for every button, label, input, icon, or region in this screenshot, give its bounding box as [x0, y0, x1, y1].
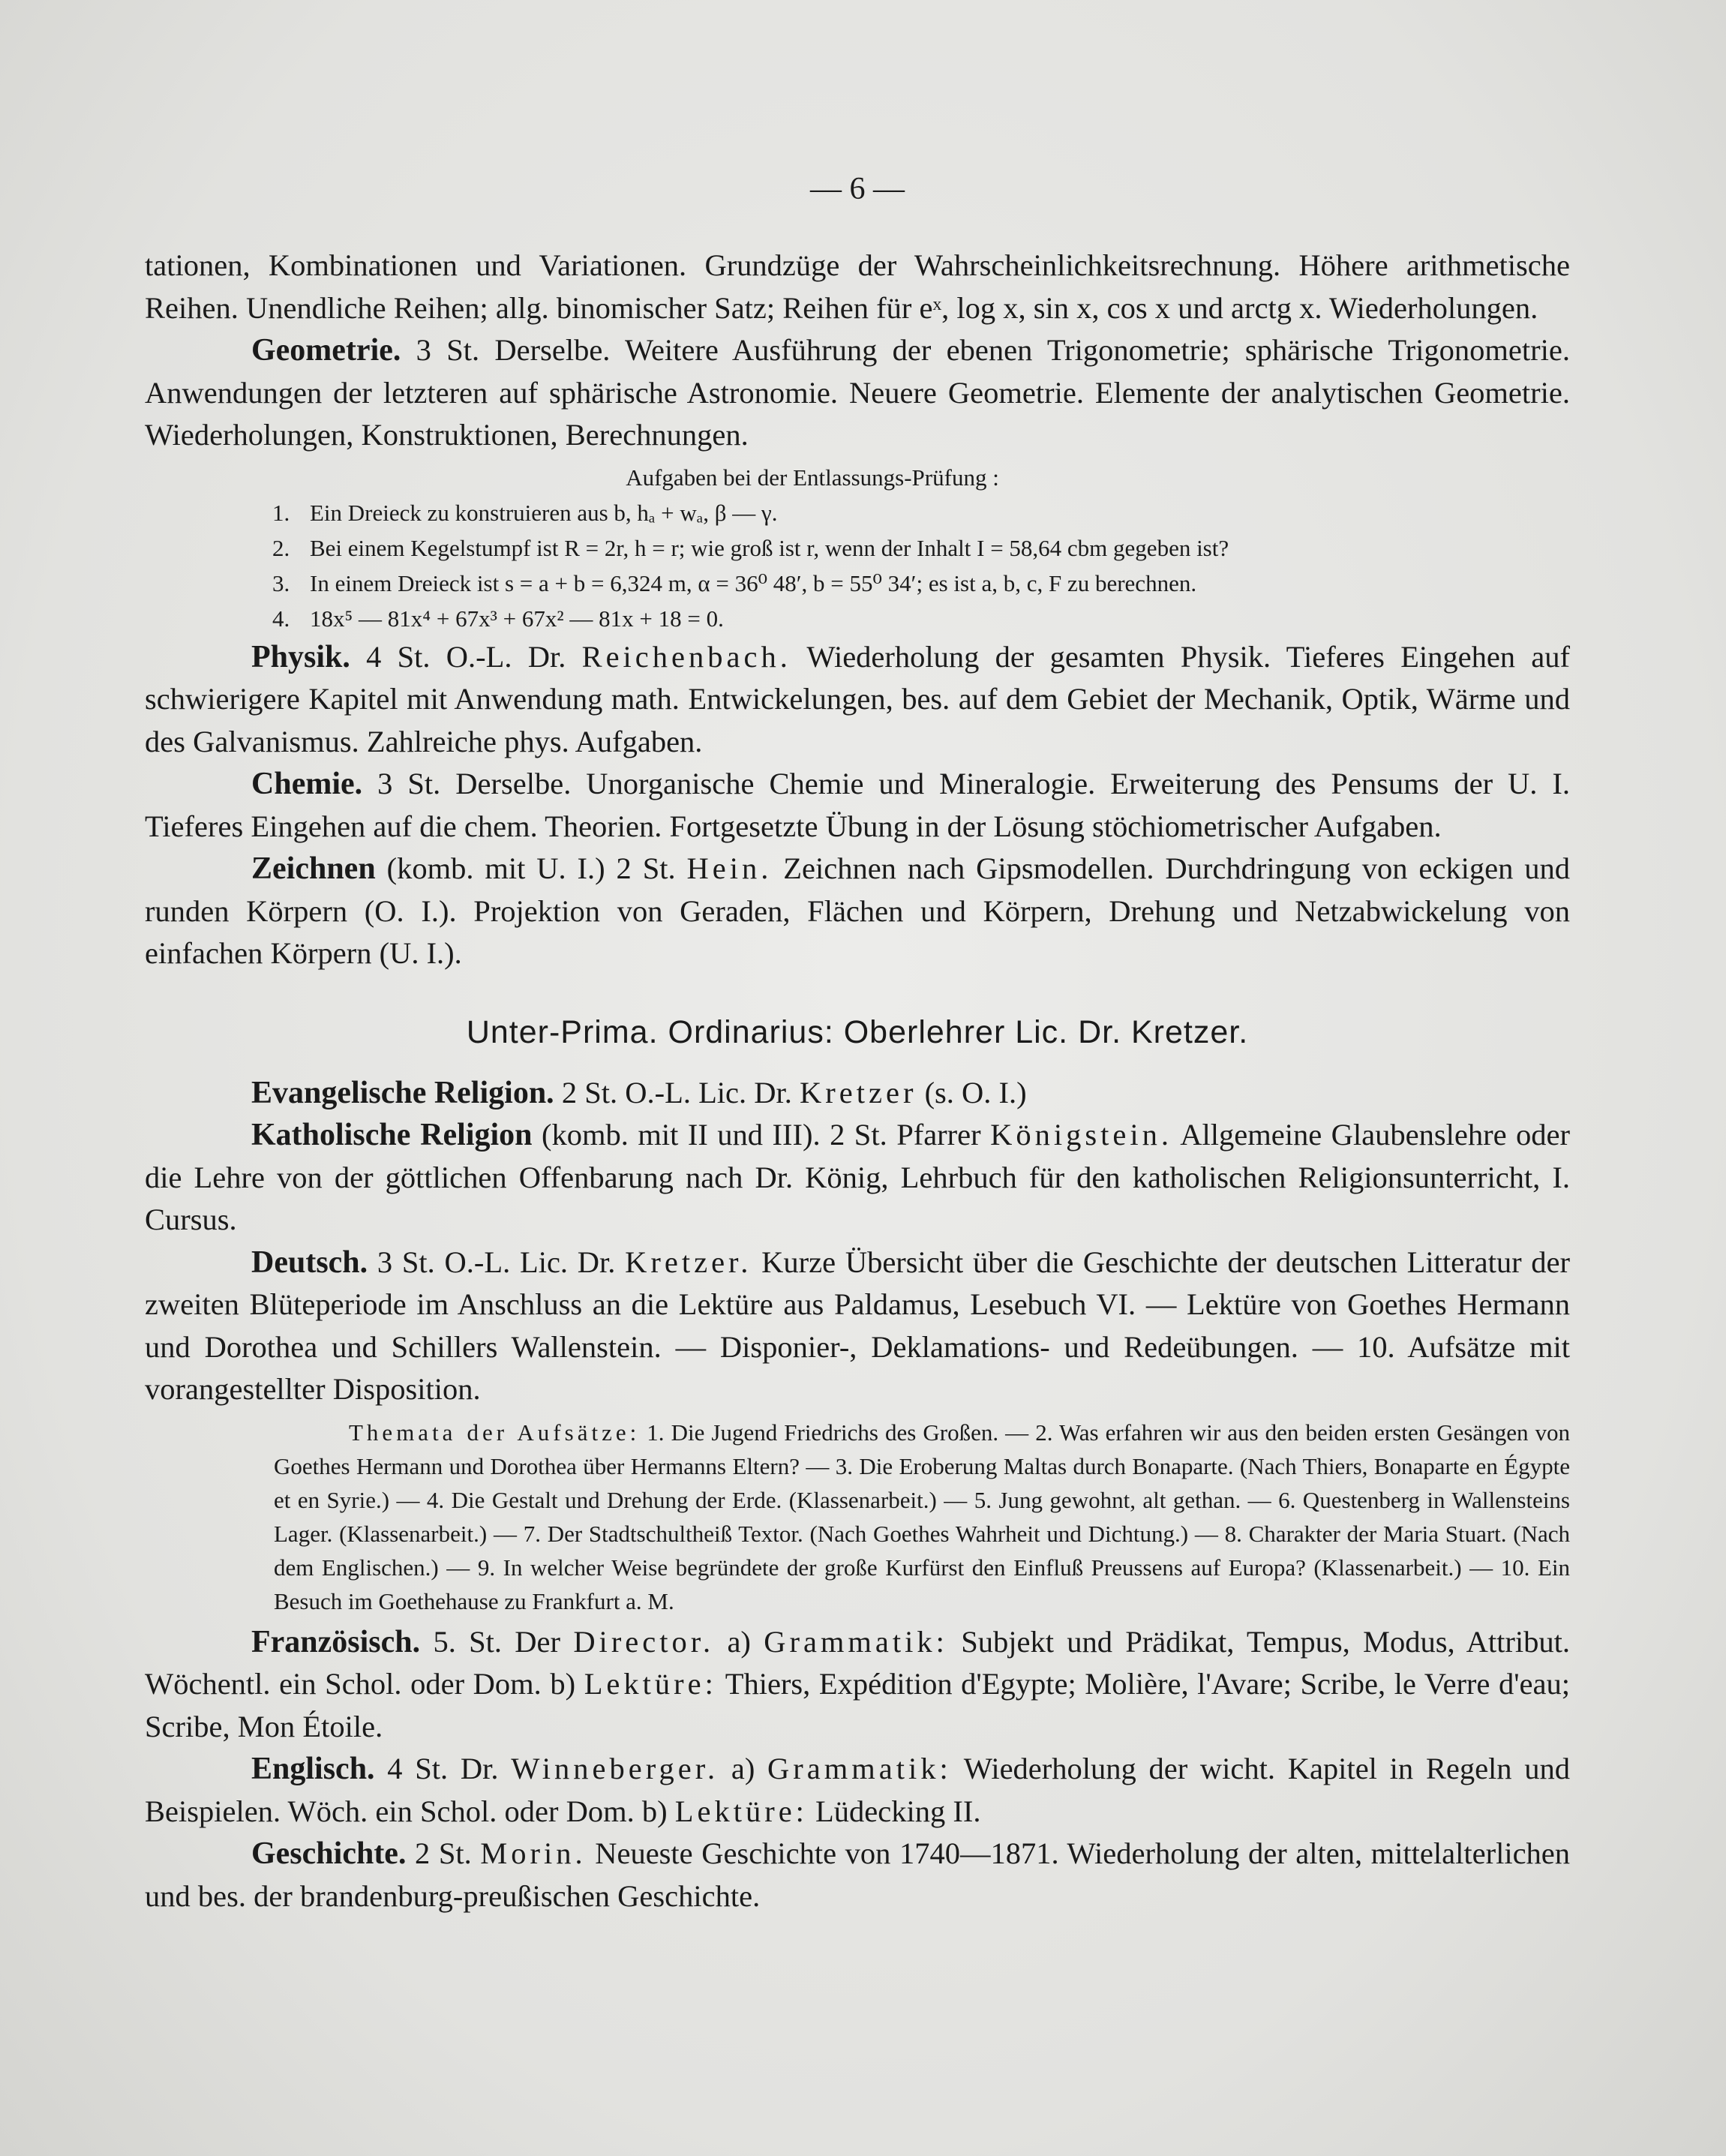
- aufgaben-block: [145, 460, 1570, 636]
- zeichnen-hours: (komb. mit U. I.) 2 St.: [386, 851, 676, 885]
- paragraph-deutsch: [145, 1242, 1570, 1411]
- text-kath-religion: Allgemeine Glaubenslehre oder die Lehre von der göttlichen Offenbarung nach Dr. König, Lehrbuch für den katholischen Religionsunterricht, I. Cursus.: [145, 1118, 1570, 1236]
- paragraph-physik: [145, 636, 1570, 764]
- themata-label: Themata der Aufsätze:: [349, 1419, 641, 1446]
- text-geschichte: Neueste Geschichte von 1740—1871. Wiederholung der alten, mittelalterlichen und bes. der brandenburg-preußischen Geschichte.: [145, 1836, 1571, 1913]
- aufgabe-item: [145, 601, 1570, 636]
- subject-kath-religion: Katholische Religion: [251, 1118, 533, 1152]
- aufgabe-text: Ein Dreieck zu konstruieren aus b, hₐ + wₐ, β — γ.: [310, 499, 778, 526]
- aufgabe-text: In einem Dreieck ist s = a + b = 6,324 m, α = 36⁰ 48′, b = 55⁰ 34′; es ist a, b, c, F zu berechnen.: [310, 569, 1197, 596]
- aufgabe-item: [145, 495, 1570, 530]
- aufgabe-item: [145, 530, 1570, 566]
- themata-text: 1. Die Jugend Friedrichs des Großen. — 2. Was erfahren wir aus den beiden ersten Gesängen von Goethes Hermann und Dorothea über Hermanns Eltern? — 3. Die Eroberung Maltas durch Bonaparte. (Nach Thiers, Bonaparte en Égypte et en Syrie.) — 4. Die Gestalt und Drehung der Erde. (Klassenarbeit.) — 5. Jung gewohnt, alt gethan. — 6. Questenberg in Wallensteins Lager. (Klassenarbeit.) — 7. Der Stadtschultheiß Textor. (Nach Goethes Wahrheit und Dichtung.) — 8. Charakter der Maria Stuart. (Nach dem Englischen.) — 9. In welcher Weise begründete der große Kurfürst den Einfluß Preussens auf Europa? (Klassenarbeit.) — 10. Ein Besuch im Goethehause zu Frankfurt a. M.: [274, 1419, 1571, 1614]
- englisch-hours: 4 St. Dr.: [387, 1752, 499, 1785]
- paragraph-geschichte: [145, 1833, 1570, 1917]
- teacher-name: Director.: [573, 1624, 715, 1659]
- subject-englisch: Englisch.: [251, 1752, 375, 1786]
- teacher-name: Kretzer.: [625, 1245, 752, 1279]
- teacher-name: Reichenbach.: [581, 639, 791, 674]
- lektuere-label: Lektüre:: [674, 1794, 808, 1828]
- kath-religion-hours: (komb. mit II und III). 2 St. Pfarrer: [542, 1118, 981, 1152]
- teacher-name: Winneberger.: [511, 1752, 719, 1785]
- franzoesisch-a: a): [727, 1624, 751, 1659]
- grammatik-label: Grammatik:: [764, 1624, 948, 1659]
- geschichte-hours: 2 St.: [415, 1836, 472, 1870]
- teacher-name: Hein.: [686, 851, 773, 885]
- aufgabe-num: 1.: [272, 499, 290, 526]
- aufgabe-text: 18x⁵ — 81x⁴ + 67x³ + 67x² — 81x + 18 = 0.: [310, 605, 724, 632]
- paragraph-zeichnen: [145, 848, 1570, 975]
- text-column: [145, 171, 1570, 1917]
- subject-zeichnen: Zeichnen: [251, 851, 376, 886]
- section-heading: Unter-Prima. Ordinarius: Oberlehrer Lic. Dr. Kretzer.: [466, 1013, 1249, 1050]
- teacher-name: Kretzer: [800, 1075, 917, 1110]
- themata-paragraph: [145, 1416, 1570, 1618]
- text-chemie: 3 St. Derselbe. Unorganische Chemie und Mineralogie. Erweiterung des Pensums der U. I. Tieferes Eingehen auf die chem. Theorien. Fortgesetzte Übung in der Lösung stöchiometrischer Aufgaben.: [145, 767, 1571, 843]
- paragraph-chemie: [145, 763, 1570, 848]
- subject-ev-religion: Evangelische Religion.: [251, 1075, 554, 1110]
- aufgabe-num: 4.: [272, 605, 290, 632]
- subject-chemie: Chemie.: [251, 767, 363, 801]
- text-geometrie: 3 St. Derselbe. Weitere Ausführung der ebenen Trigonometrie; sphärische Trigonometrie. Anwendungen der letzteren auf sphärische Astronomie. Neuere Geometrie. Elemente der analytischen Geometrie. Wiederholungen, Konstruktionen, Berechnungen.: [145, 333, 1570, 452]
- subject-geometrie: Geometrie.: [251, 333, 401, 368]
- englisch-a: a): [731, 1752, 755, 1785]
- subject-physik: Physik.: [251, 639, 350, 674]
- paragraph-geometrie: [145, 329, 1570, 457]
- text-zeichnen: Zeichnen nach Gipsmodellen. Durchdringung von eckigen und runden Körpern (O. I.). Projektion von Geraden, Flächen und Körpern, Drehung und Netzabwickelung von einfachen Körpern (U. I.).: [145, 851, 1571, 970]
- text-ev-religion: (s. O. I.): [924, 1075, 1027, 1110]
- aufgabe-num: 2.: [272, 534, 290, 561]
- englisch-reading-text: Lüdecking II.: [815, 1794, 981, 1828]
- page-number: — 6 —: [810, 172, 905, 206]
- aufgabe-item: [145, 566, 1570, 601]
- ev-religion-hours: 2 St. O.-L. Lic. Dr.: [561, 1075, 792, 1110]
- paragraph-franzoesisch: [145, 1621, 1570, 1749]
- franzoesisch-reading-text: Thiers, Expédition d'Egypte; Molière, l'Avare; Scribe, le Verre d'eau; Scribe, Mon Étoile.: [145, 1667, 1570, 1743]
- grammatik-label: Grammatik:: [767, 1752, 952, 1785]
- aufgabe-text: Bei einem Kegelstumpf ist R = 2r, h = r; wie groß ist r, wenn der Inhalt I = 58,64 cbm gegeben ist?: [310, 534, 1229, 561]
- franzoesisch-grammar-text: Subjekt und Prädikat, Tempus, Modus, Attribut. Wöchentl. ein Schol. oder Dom. b): [145, 1624, 1571, 1701]
- teacher-name: Königstein.: [990, 1118, 1172, 1152]
- aufgabe-num: 3.: [272, 569, 290, 596]
- subject-franzoesisch: Französisch.: [251, 1624, 421, 1659]
- franzoesisch-hours: 5. St. Der: [433, 1624, 561, 1659]
- teacher-name: Morin.: [480, 1836, 587, 1870]
- paragraph-englisch: [145, 1748, 1570, 1833]
- paragraph-continuation: tationen, Kombinationen und Variationen. Grundzüge der Wahrscheinlichkeitsrechnung. Höhere arithmetische Reihen. Unendliche Reihen; allg. binomischer Satz; Reihen für eˣ, log x, sin x, cos x und arctg x. Wiederholungen.: [145, 248, 1570, 325]
- paragraph-ev-religion: [145, 1072, 1570, 1115]
- lektuere-label: Lektüre:: [584, 1667, 717, 1701]
- deutsch-hours: 3 St. O.-L. Lic. Dr.: [377, 1245, 616, 1279]
- subject-geschichte: Geschichte.: [251, 1836, 407, 1871]
- paragraph-kath-religion: [145, 1114, 1570, 1242]
- text-physik: Wiederholung der gesamten Physik. Tieferes Eingehen auf schwierigere Kapitel mit Anwendung math. Entwickelungen, bes. auf dem Gebiet der Mechanik, Optik, Wärme und des Galvanismus. Zahlreiche phys. Aufgaben.: [145, 639, 1570, 758]
- englisch-grammar-text: Wiederholung der wicht. Kapitel in Regeln und Beispielen. Wöch. ein Schol. oder Dom. b): [145, 1752, 1571, 1828]
- physik-hours: 4 St. O.-L. Dr.: [366, 639, 566, 674]
- text-deutsch: Kurze Übersicht über die Geschichte der deutschen Litteratur der zweiten Blüteperiode im Anschluss an die Lektüre aus Paldamus, Lesebuch VI. — Lektüre von Goethes Hermann und Dorothea und Schillers Wallenstein. — Disponier-, Deklamations- und Redeübungen. — 10. Aufsätze mit vorangestellter Disposition.: [145, 1245, 1571, 1406]
- subject-deutsch: Deutsch.: [251, 1245, 368, 1280]
- aufgaben-heading: Aufgaben bei der Entlassungs-Prüfung :: [626, 464, 999, 491]
